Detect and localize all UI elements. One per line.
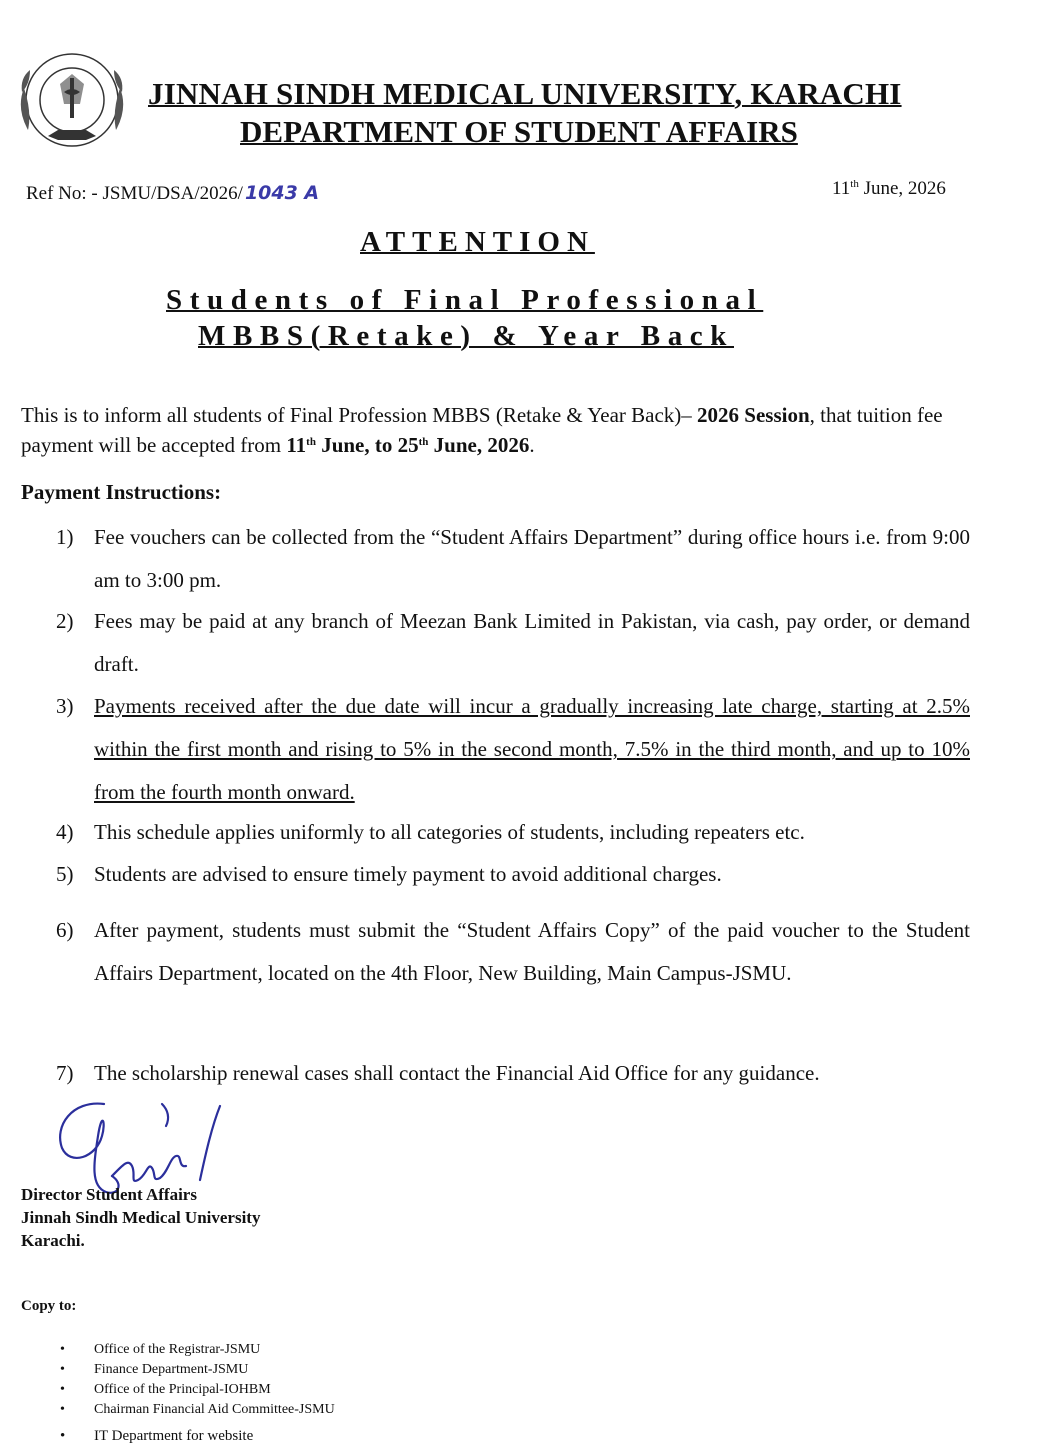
copy-to-list [56,1340,335,1446]
list-item: • Office of the Principal-IOHBM [60,1382,271,1397]
reference-handwritten-number: 1043 A [244,182,320,204]
university-seal-icon [10,48,134,156]
list-item: • Finance Department-JSMU [60,1362,249,1377]
intro-paragraph: This is to inform all students of Final Profession MBBS (Retake & Year Back)– 2026 Session, that tuition fee payment will be accepted from 11th June, to 25th June, 2026. [21,403,943,457]
university-name: JINNAH SINDH MEDICAL UNIVERSITY, KARACHI [148,76,902,111]
reference-label: Ref No: - JSMU/DSA/2026/ [26,183,243,204]
notice-document: JINNAH SINDH MEDICAL UNIVERSITY, KARACHI DEPARTMENT OF STUDENT AFFAIRS Ref No: - JSMU/DSA/2026/ 1043 A 11th June, 2026 ATTENTION Students of Final Professional MBBS(Retake) & Year Back This is to inform all students of Final Profession MBBS (Retake & Year Back)– 2026 Session, that tuition fee payment will be accepted from 11th June, to 25th June, 2026. Payment Instructions: 1) Fee vouchers can be collected from the “Student Affairs Department” during office hours i.e. from 9:00 am to 3:00 pm. 2) Fees may be paid at any branch of Meezan Bank Limited in Pakistan, via cash, pay order, or demand draft. 3) Payments received after the due date will incur a gradually increasing late charge, starting at 2.5% within the first month and rising to 5% in the second month, 7.5% in the third month, and up to 10% from the fourth month onward. 4) This schedule applies uniformly to all categories of students, including repeaters etc. 5) Students are advised to ensure timely payment to avoid additional charges. 6) After payment, students must submit the “Student Affairs Copy” of the paid voucher to the Student Affairs Department, located on the 4th Floor, New Building, Main Campus-JSMU. 7) The scholarship renewal cases shall contact the Financial Aid Office for any guidance. Director Student Affairs Jinnah Sindh Medical University Karachi. Copy to: • Office of the Registrar-JSMU • Finance Department-JSMU • Office of the Principal-IOHBM • Chairman Financial Aid Committee-JSMU • IT Department for website [0,0,1046,1448]
list-item: • Chairman Financial Aid Committee-JSMU [60,1402,335,1417]
document-date: 11th June, 2026 [832,178,946,199]
copy-to-heading: Copy to: [21,1298,77,1314]
list-item: • Office of the Registrar-JSMU [60,1342,261,1357]
subtitle-line-2: MBBS(Retake) & Year Back [198,320,734,352]
attention-heading: ATTENTION [360,226,595,258]
signature-block [21,1183,260,1252]
signatory-title: Director Student Affairs [21,1185,197,1204]
list-item: • IT Department for website [60,1428,254,1444]
payment-instructions-heading: Payment Instructions: [21,480,222,504]
subtitle-line-1: Students of Final Professional [166,284,764,316]
reference-number [26,182,319,205]
signatory-city: Karachi. [21,1231,85,1250]
signatory-organization: Jinnah Sindh Medical University [21,1208,261,1227]
department-name: DEPARTMENT OF STUDENT AFFAIRS [240,114,798,149]
